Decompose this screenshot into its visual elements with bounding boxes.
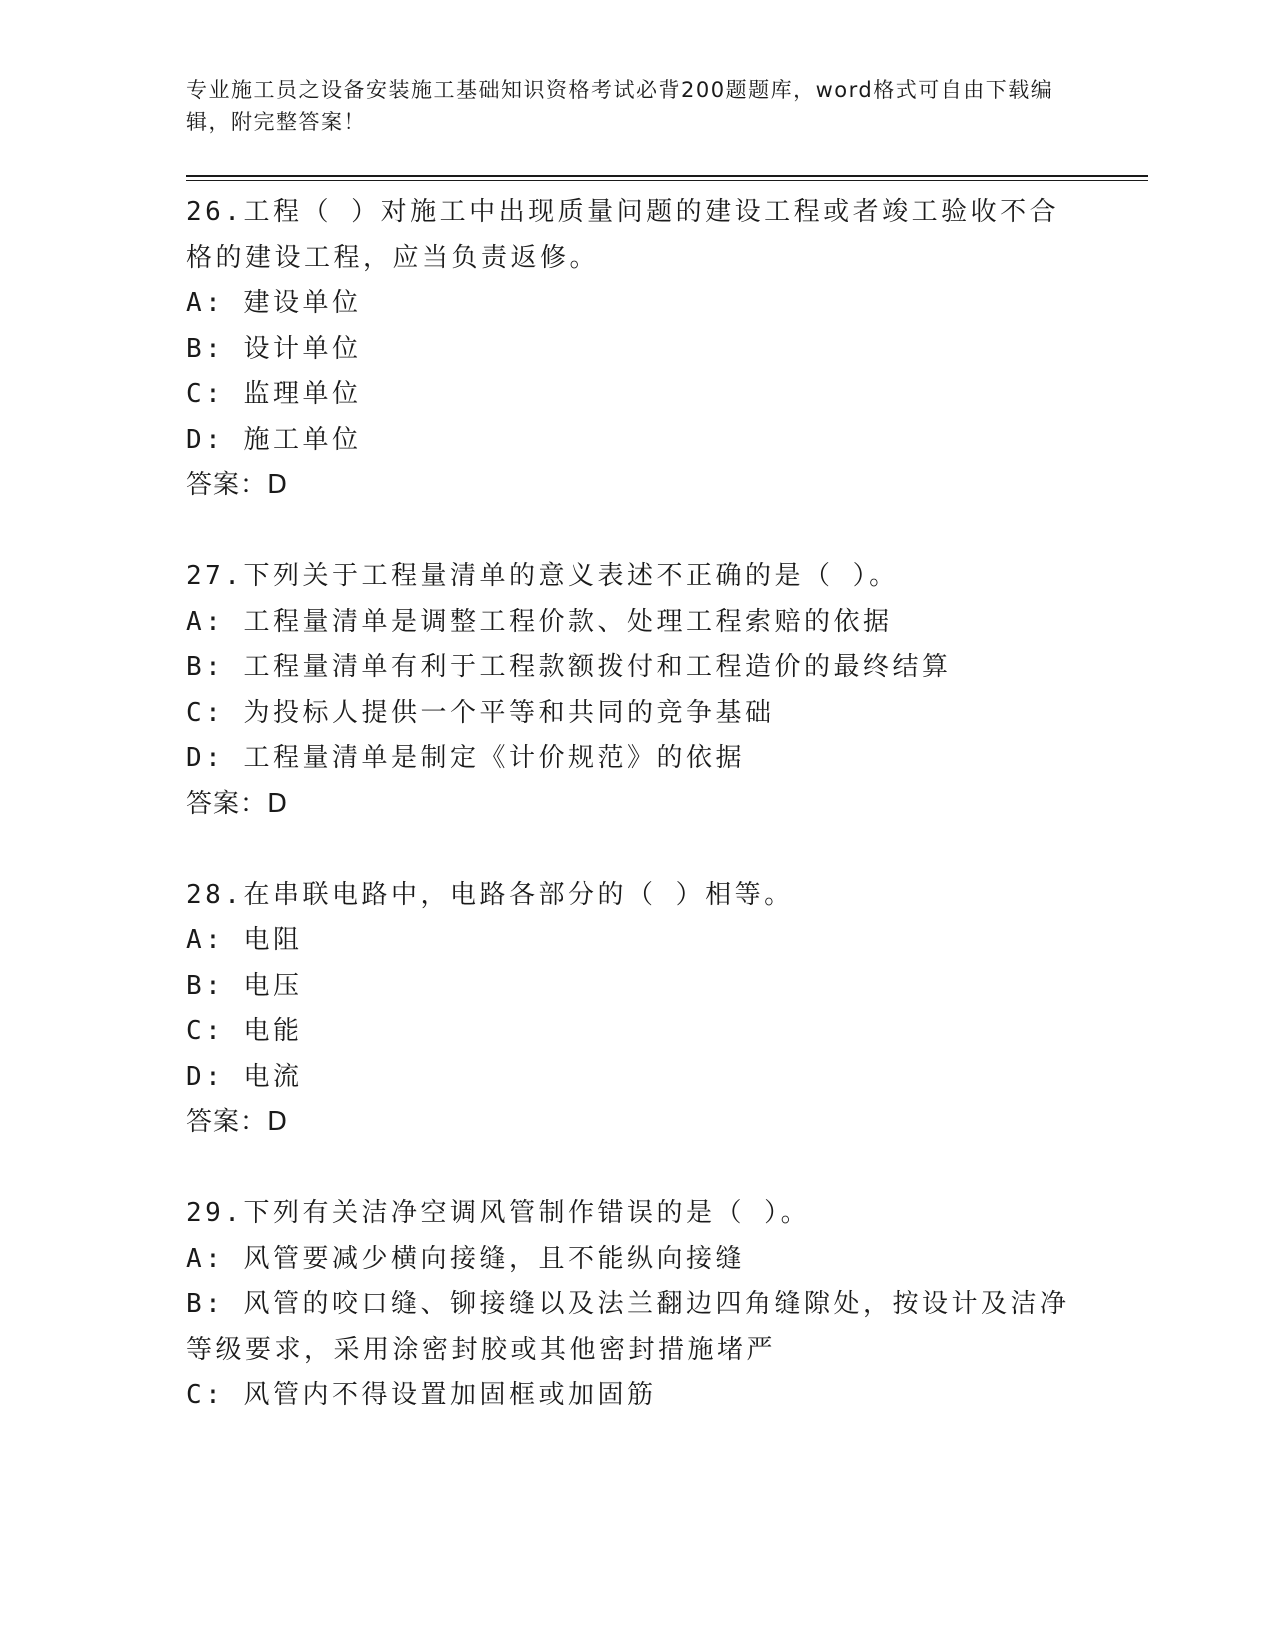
- option-b: B: 电压: [186, 970, 303, 1001]
- question-26: [186, 190, 1086, 509]
- answer: 答案：D: [186, 470, 289, 500]
- question-list: [186, 190, 1086, 1464]
- answer: 答案：D: [186, 1107, 289, 1137]
- option-c: C: 电能: [186, 1016, 303, 1046]
- question-28: [186, 873, 1086, 1146]
- question-27: [186, 554, 1086, 827]
- answer: 答案：D: [186, 788, 289, 819]
- option-b: B: 工程量清单有利于工程款额拨付和工程造价的最终结算: [186, 652, 952, 682]
- option-a: A: 风管要减少横向接缝，且不能纵向接缝: [186, 1243, 745, 1274]
- question-stem: 27.下列关于工程量清单的意义表述不正确的是（ ）。: [186, 561, 899, 591]
- option-d: D: 工程量清单是制定《计价规范》的依据: [186, 743, 745, 773]
- option-c: C: 风管内不得设置加固框或加固筋: [186, 1380, 657, 1410]
- question-stem: 29.下列有关洁净空调风管制作错误的是（ ）。: [186, 1198, 811, 1228]
- question-29: [186, 1191, 1086, 1419]
- document-header: 专业施工员之设备安装施工基础知识资格考试必背200题题库，word格式可自由下载编辑，附完整答案！: [186, 78, 1054, 134]
- option-d: D: 施工单位: [186, 424, 362, 455]
- option-b: B: 风管的咬口缝、铆接缝以及法兰翻边四角缝隙处，按设计及洁净等级要求，采用涂密封胶或其他密封措施堵严: [186, 1289, 1070, 1365]
- header-divider-thin: [186, 180, 1148, 181]
- option-a: A: 工程量清单是调整工程价款、处理工程索赔的依据: [186, 606, 893, 637]
- question-stem: 26.工程（ ）对施工中出现质量问题的建设工程或者竣工验收不合格的建设工程，应当负责返修。: [186, 197, 1060, 273]
- header-divider-thick: [186, 175, 1148, 177]
- question-stem: 28.在串联电路中，电路各部分的（ ）相等。: [186, 879, 794, 910]
- option-a: A: 建设单位: [186, 288, 362, 318]
- option-c: C: 监理单位: [186, 379, 362, 409]
- option-c: C: 为投标人提供一个平等和共同的竞争基础: [186, 697, 775, 728]
- option-d: D: 电流: [186, 1061, 303, 1092]
- option-a: A: 电阻: [186, 925, 303, 955]
- option-b: B: 设计单位: [186, 333, 362, 364]
